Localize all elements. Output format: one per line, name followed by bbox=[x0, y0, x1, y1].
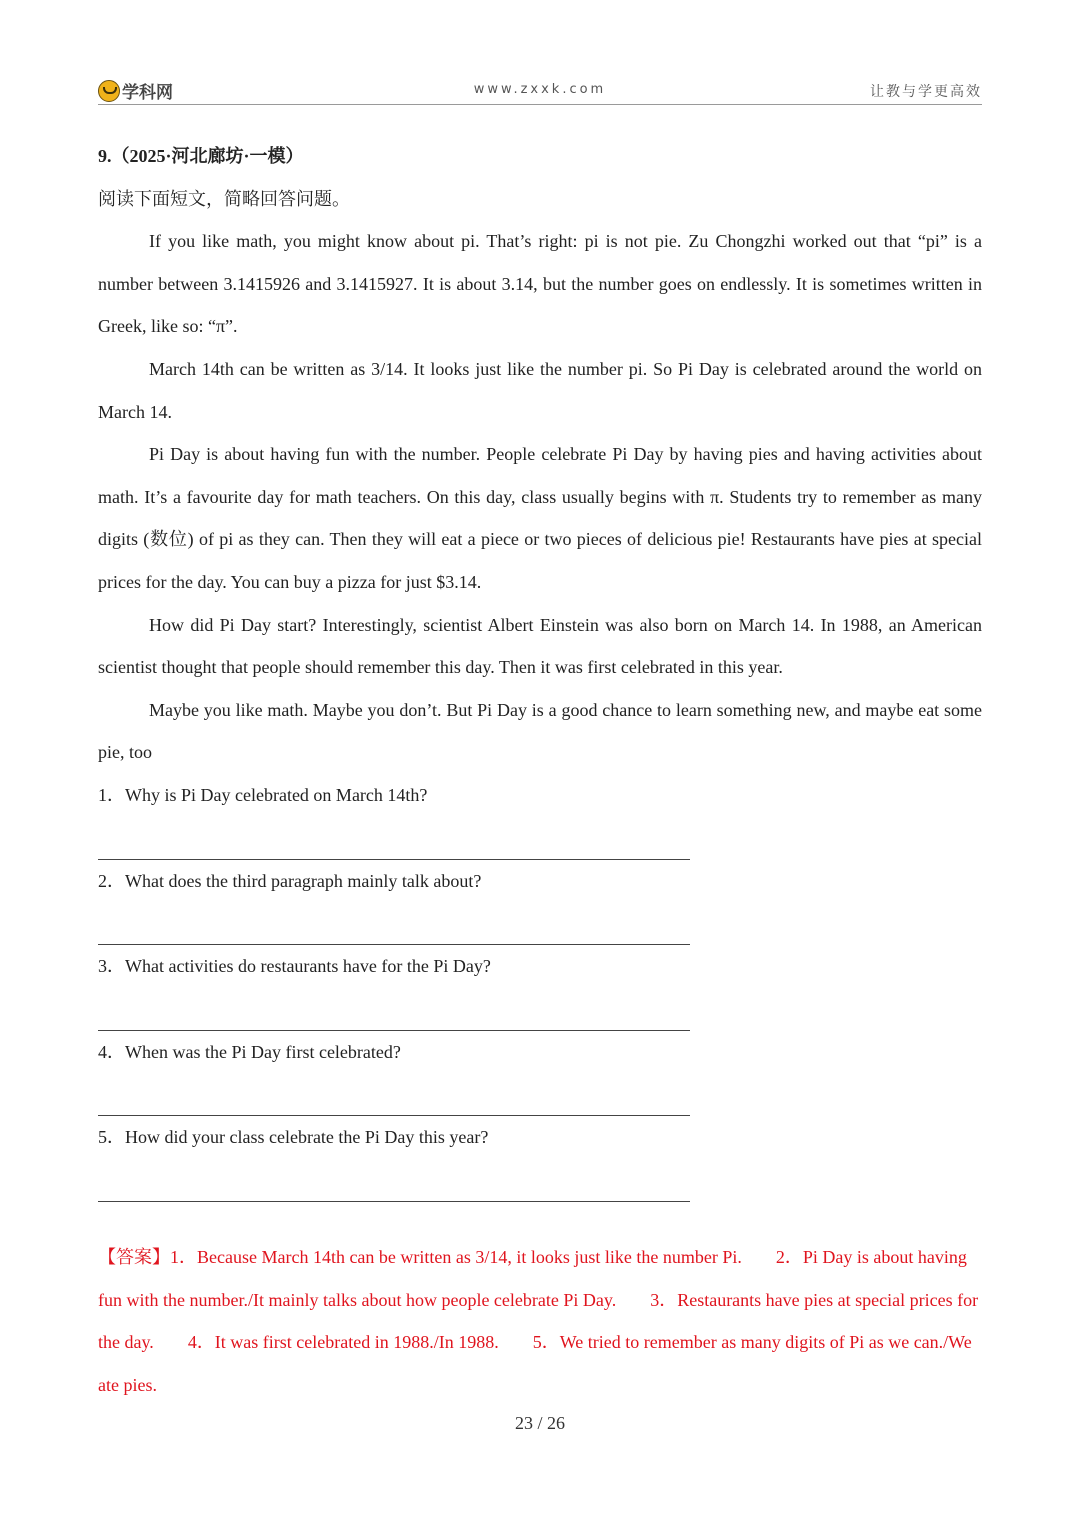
answer-label: 【答案】 bbox=[98, 1247, 170, 1267]
answer-item: 1．Because March 14th can be written as 3/14, it looks just like the number Pi. bbox=[170, 1247, 742, 1267]
question-title: 9.（2025·河北廊坊·一模） bbox=[98, 146, 304, 166]
logo-text: 学科网 bbox=[122, 83, 173, 103]
answer-blank[interactable] bbox=[98, 1073, 690, 1116]
answer-key bbox=[98, 1236, 982, 1406]
sub-question-list bbox=[98, 774, 982, 1202]
passage-paragraph: March 14th can be written as 3/14. It looks just like the number pi. So Pi Day is celebrated around the world on March 14. bbox=[98, 358, 982, 422]
passage-paragraph: Maybe you like math. Maybe you don’t. But Pi Day is a good chance to learn something new, and maybe eat some pie, too bbox=[98, 699, 982, 763]
answer-item: 4．It was first celebrated in 1988./In 1988. bbox=[187, 1332, 499, 1353]
answer-item: 3．Restaurants have pies at special prices for the day. bbox=[98, 1289, 979, 1353]
answer-blank[interactable] bbox=[98, 988, 690, 1031]
passage-paragraph: If you like math, you might know about pi. That’s right: pi is not pie. Zu Chongzhi worked out that “pi” is a number between 3.1415926 and 3.1415927. It is about 3.14, but the number goes on endlessly. It is sometimes written in Greek, like so: “π”. bbox=[98, 231, 982, 337]
header-slogan: 让教与学更高效 bbox=[870, 84, 982, 100]
page-header bbox=[98, 76, 982, 105]
answer-blank[interactable] bbox=[98, 1159, 690, 1202]
sub-question: 3．What activities do restaurants have for the Pi Day? bbox=[98, 956, 491, 977]
question-instruction: 阅读下面短文，简略回答问题。 bbox=[98, 188, 350, 209]
passage-paragraph: Pi Day is about having fun with the number. People celebrate Pi Day by having pies and having activities about math. It’s a favourite day for math teachers. On this day, class usually begins with π. Students try to remember as many digits (数位) of pi as they can. Then they will eat a piece or two pieces of delicious pie! Restaurants have pies at special prices for the day. You can buy a pizza for just $3.14. bbox=[98, 444, 982, 592]
answer-blank[interactable] bbox=[98, 902, 690, 945]
question-content bbox=[98, 135, 982, 1202]
sub-question: 2．What does the third paragraph mainly talk about? bbox=[98, 870, 482, 891]
answer-item: 2．Pi Day is about having fun with the number./It mainly talks about how people celebrate Pi Day. bbox=[98, 1247, 967, 1310]
page-number: 23 / 26 bbox=[514, 1413, 565, 1433]
answer-blank[interactable] bbox=[98, 817, 690, 860]
site-url: www.zxxk.com bbox=[473, 82, 607, 97]
passage-paragraph: How did Pi Day start? Interestingly, scientist Albert Einstein was also born on March 14. In 1988, an American scientist thought that people should remember this day. Then it was first celebrated in this year. bbox=[98, 614, 982, 678]
answer-item: 5．We tried to remember as many digits of Pi as we can./We ate pies. bbox=[98, 1332, 972, 1395]
sub-question: 5．How did your class celebrate the Pi Day this year? bbox=[98, 1127, 489, 1148]
sub-question: 1．Why is Pi Day celebrated on March 14th? bbox=[98, 784, 428, 805]
sub-question: 4．When was the Pi Day first celebrated? bbox=[98, 1041, 401, 1062]
